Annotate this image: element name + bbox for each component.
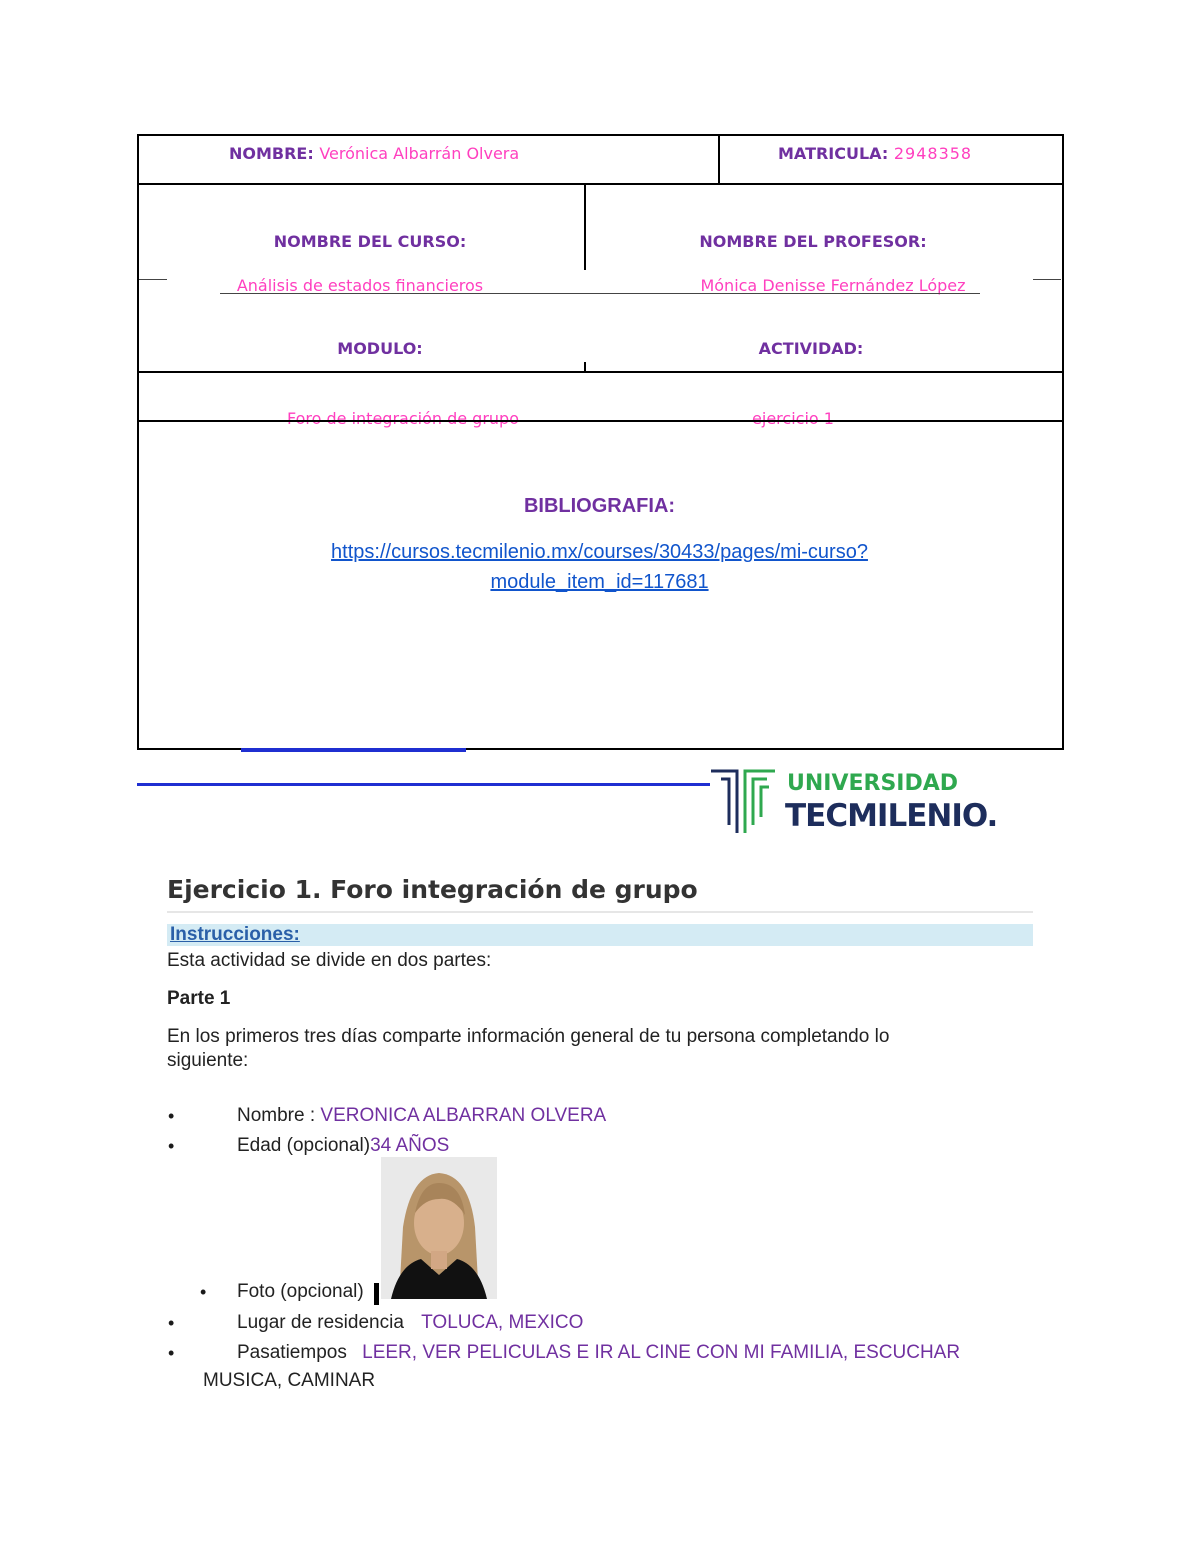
part-text-line2: siguiente: bbox=[167, 1050, 249, 1071]
logo-line2: TECMILENIO. bbox=[785, 798, 998, 834]
list-item-foto bbox=[237, 1281, 364, 1303]
modulo-value: Foro de integración de grupo bbox=[286, 409, 519, 428]
info-table bbox=[137, 134, 1064, 750]
table-divider bbox=[584, 185, 586, 270]
pasatiempos-value-line2: MUSICA, CAMINAR bbox=[203, 1370, 376, 1391]
bullet-icon: • bbox=[168, 1136, 175, 1156]
matricula-label: MATRICULA: bbox=[778, 144, 889, 163]
item-value: VERONICA ALBARRAN OLVERA bbox=[320, 1105, 607, 1126]
blue-accent-bar bbox=[241, 748, 466, 752]
tecmilenio-mark-icon bbox=[707, 765, 779, 837]
intro-text: Esta actividad se divide en dos partes: bbox=[167, 950, 492, 971]
list-item-residencia bbox=[237, 1312, 583, 1334]
table-divider bbox=[137, 371, 1062, 373]
actividad-value: ejercicio 1 bbox=[752, 409, 834, 428]
item-label: Foto (opcional) bbox=[237, 1281, 364, 1302]
item-label: Nombre : bbox=[237, 1105, 316, 1126]
bullet-icon: • bbox=[168, 1106, 175, 1126]
table-divider bbox=[718, 136, 720, 183]
nombre-field bbox=[229, 144, 519, 163]
table-divider bbox=[1033, 279, 1061, 280]
part-text-line1: En los primeros tres días comparte información general de tu persona completando lo bbox=[167, 1026, 890, 1047]
curso-label: NOMBRE DEL CURSO: bbox=[273, 232, 467, 251]
bullet-icon: • bbox=[200, 1282, 207, 1302]
exercise-title: Ejercicio 1. Foro integración de grupo bbox=[167, 875, 698, 904]
item-label: Lugar de residencia bbox=[237, 1312, 404, 1333]
table-divider bbox=[137, 183, 1062, 185]
person-photo-icon bbox=[381, 1157, 497, 1299]
list-item-pasatiempos bbox=[237, 1342, 960, 1364]
bullet-icon: • bbox=[168, 1313, 175, 1333]
item-value: 34 AÑOS bbox=[370, 1135, 450, 1156]
table-divider bbox=[139, 279, 167, 280]
profesor-label: NOMBRE DEL PROFESOR: bbox=[699, 232, 927, 251]
item-value: LEER, VER PELICULAS E IR AL CINE CON MI FAMILIA, ESCUCHAR bbox=[362, 1342, 961, 1363]
item-value: TOLUCA, MEXICO bbox=[421, 1312, 584, 1333]
part-label: Parte 1 bbox=[167, 988, 231, 1009]
bibliografia-link-line1[interactable]: https://cursos.tecmilenio.mx/courses/30433/pages/mi-curso? bbox=[331, 541, 868, 563]
matricula-field bbox=[778, 144, 972, 163]
item-label: Edad (opcional) bbox=[237, 1135, 371, 1156]
bibliografia-heading: BIBLIOGRAFIA: bbox=[523, 495, 676, 517]
value-underline bbox=[220, 293, 980, 294]
logo-line1: UNIVERSIDAD bbox=[787, 771, 959, 796]
title-rule bbox=[167, 911, 1033, 913]
profesor-value: Mónica Denisse Fernández López bbox=[700, 276, 966, 295]
list-item-nombre bbox=[237, 1105, 606, 1127]
instructions-label: Instrucciones: bbox=[170, 924, 300, 945]
modulo-label: MODULO: bbox=[337, 339, 423, 358]
list-item-edad bbox=[237, 1135, 449, 1157]
nombre-label: NOMBRE: bbox=[229, 144, 314, 163]
nombre-value: Verónica Albarrán Olvera bbox=[319, 144, 520, 163]
tecmilenio-logo bbox=[707, 765, 1027, 840]
blue-divider bbox=[137, 783, 710, 786]
table-divider bbox=[137, 420, 1062, 422]
bibliografia-link-line2[interactable]: module_item_id=117681 bbox=[490, 571, 709, 593]
curso-value: Análisis de estados financieros bbox=[236, 276, 484, 295]
matricula-value: 2948358 bbox=[893, 144, 973, 163]
text-cursor bbox=[374, 1283, 379, 1305]
bullet-icon: • bbox=[168, 1343, 175, 1363]
item-label: Pasatiempos bbox=[237, 1342, 347, 1363]
actividad-label: ACTIVIDAD: bbox=[758, 339, 864, 358]
profile-photo bbox=[381, 1157, 497, 1299]
